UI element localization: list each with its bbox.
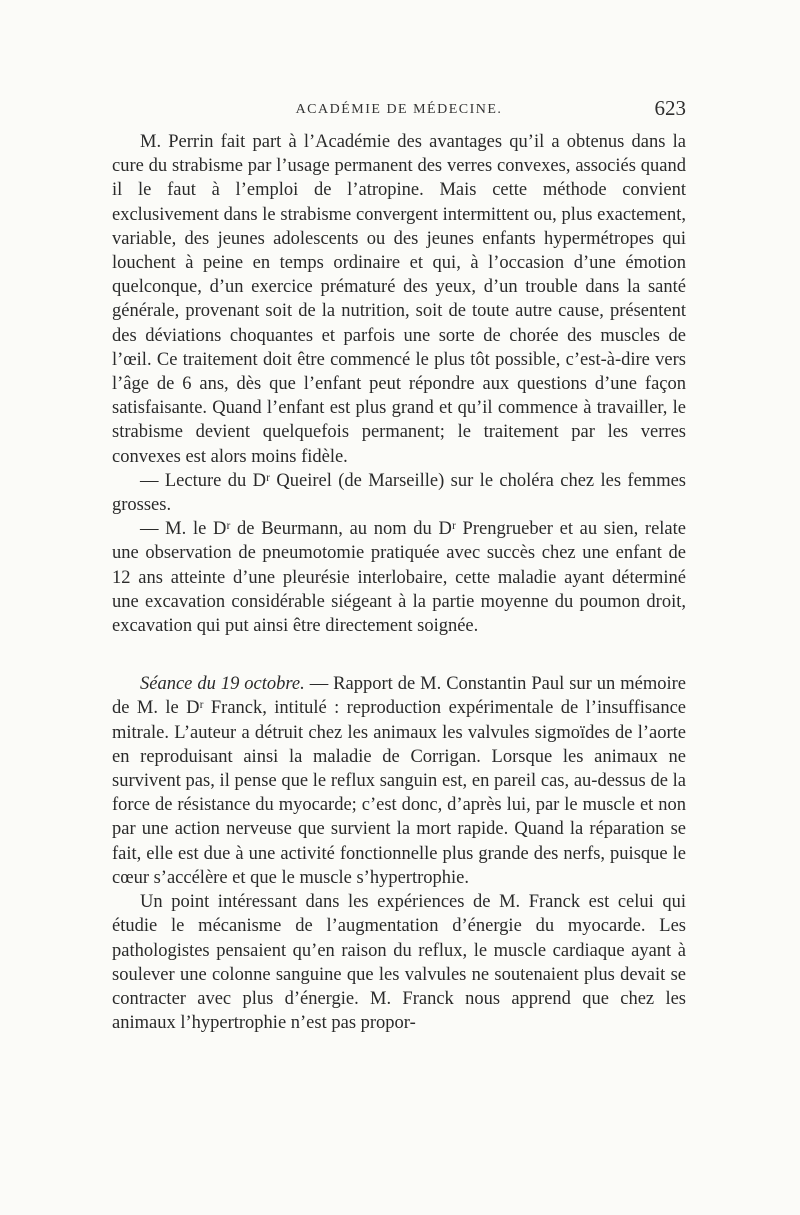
page-header <box>112 96 686 126</box>
paragraph-queirel: — Lecture du Dʳ Queirel (de Marseille) sur le choléra chez les femmes grosses. <box>112 470 686 516</box>
paragraph-franck-experiments: Un point intéressant dans les expériences de M. Franck est celui qui étudie le mécanisme de l’augmentation d’énergie du myocarde. Les pathologistes pensaient qu’en raison du reflux, le muscle cardiaque ayant à soulever une colonne sanguine que les valvules ne soutenaient plus devait se contracter avec plus d’énergie. M. Franck nous apprend que chez les animaux l’hypertrophie n’est pas propor- <box>112 892 686 1034</box>
section-gap <box>112 638 686 672</box>
session-report-text: — Rapport de M. Constantin Paul sur un mémoire de M. le Dʳ Franck, intitulé : reproduction expérimentale de l’insuffisance mitrale. L’auteur a détruit chez les animaux les valvules sigmoïdes de l’aorte en reproduisant ainsi la maladie de Corrigan. Lorsque les animaux ne survivent pas, il pense que le reflux sanguin est, en pareil cas, au-dessus de la force de résistance du myocarde; c’est donc, d’après lui, par le muscle et non par une action nerveuse que survient la mort rapide. Quand la réparation se fait, elle est due à une activité fonctionnelle plus grande des nerfs, puisque le cœur s’accélère et que le muscle s’hypertrophie. <box>112 674 686 888</box>
page-number: 623 <box>654 96 686 120</box>
running-head: ACADÉMIE DE MÉDECINE. <box>295 102 503 117</box>
paragraph-seance-19-octobre <box>112 672 686 890</box>
session-date: Séance du 19 octobre. <box>140 674 305 695</box>
paragraph-perrin: M. Perrin fait part à l’Académie des avantages qu’il a obtenus dans la cure du strabisme par l’usage permanent des verres convexes, associés quand il le faut à l’emploi de l’atropine. Mais cette méthode convient exclusivement dans le strabisme convergent intermittent ou, plus exactement, variable, des jeunes adolescents ou des jeunes enfants hypermétropes qui louchent à peine en temps ordinaire et qui, à l’occasion d’une émotion quelconque, d’un exercice prématuré des yeux, d’un trouble dans la santé générale, provenant soit de la nutrition, soit de toute autre cause, présentent des déviations choquantes et parfois une sorte de chorée des muscles de l’œil. Ce traitement doit être commencé le plus tôt possible, c’est-à-dire vers l’âge de 6 ans, dès que l’enfant peut répondre aux questions d’une façon satisfaisante. Quand l’enfant est plus grand et qu’il commence à travailler, le strabisme devient quelquefois permanent; le traitement par les verres convexes est alors moins fidèle. <box>112 132 686 467</box>
paragraph-beurmann: — M. le Dʳ de Beurmann, au nom du Dʳ Prengrueber et au sien, relate une observation de pneumotomie pratiquée avec succès chez une enfant de 12 ans atteinte d’une pleurésie interlobaire, cette maladie ayant déterminé une excavation considérable siégeant à la partie moyenne du poumon droit, excavation qui put ainsi être directement soignée. <box>112 519 686 637</box>
body-text <box>112 130 686 1035</box>
